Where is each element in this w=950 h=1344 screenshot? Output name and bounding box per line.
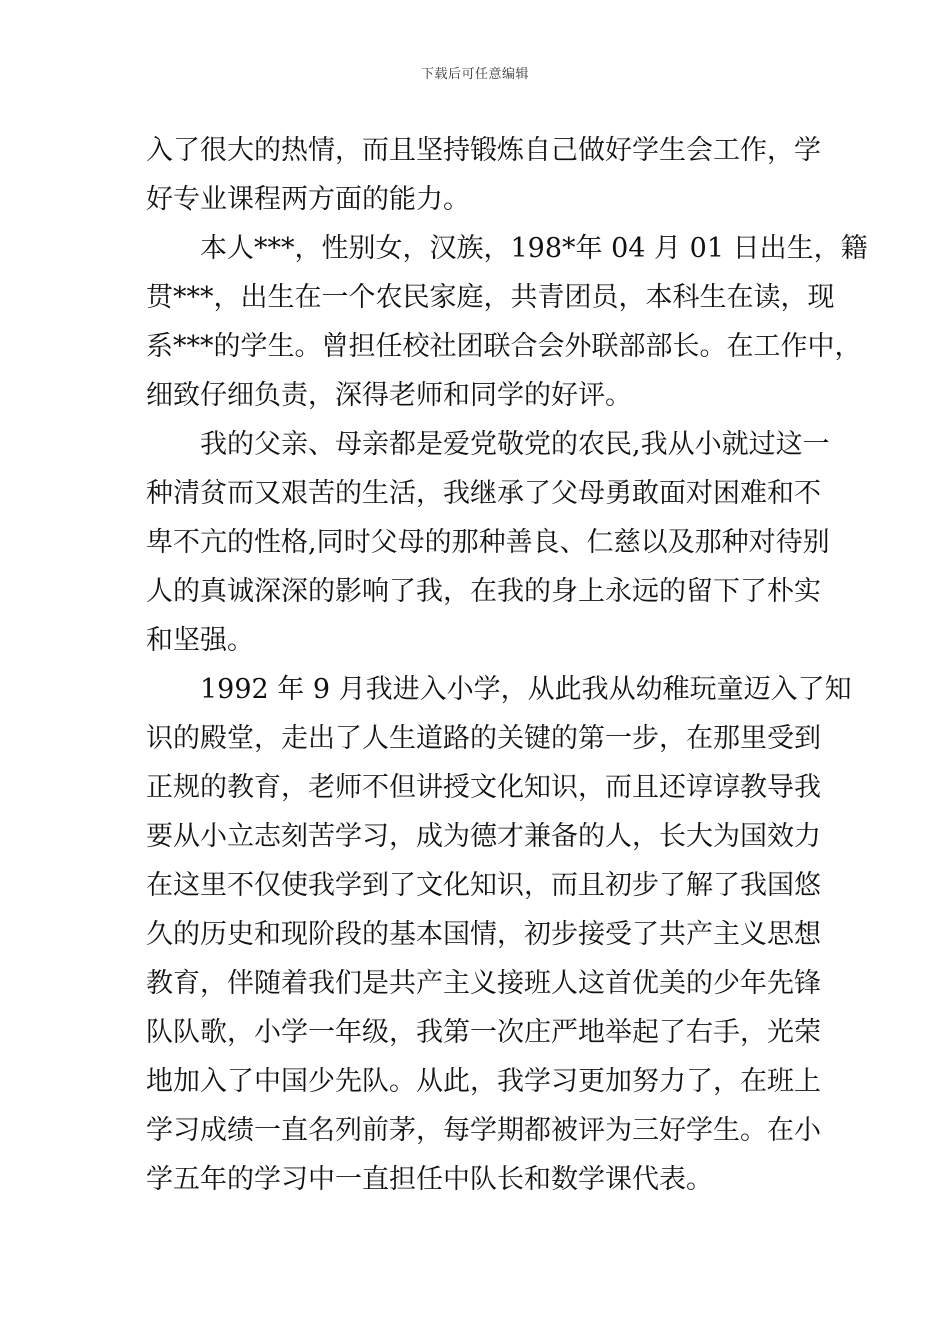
page-header: 下载后可任意编辑 (420, 67, 529, 82)
text-line: 正规的教育，老师不但讲授文化知识，而且还谆谆教导我 (146, 772, 821, 803)
text-line: 系***的学生。曾担任校社团联合会外联部部长。在工作中， (146, 331, 862, 362)
text-line: 卑不亢的性格,同时父母的那种善良、仁慈以及那种对待别 (146, 527, 830, 558)
text-line: 好专业课程两方面的能力。 (146, 184, 470, 215)
text-line: 学习成绩一直名列前茅，每学期都被评为三好学生。在小 (146, 1115, 821, 1146)
text-line: 种清贫而又艰苦的生活，我继承了父母勇敢面对困难和不 (146, 478, 821, 509)
text-line: 久的历史和现阶段的基本国情，初步接受了共产主义思想 (146, 919, 821, 950)
text-line: 本人***，性别女，汉族，198*年 04 月 01 日出生，籍 (200, 233, 868, 264)
text-line: 入了很大的热情，而且坚持锻炼自己做好学生会工作，学 (146, 135, 821, 166)
text-line: 我的父亲、母亲都是爱党敬党的农民,我从小就过这一 (200, 429, 830, 460)
text-line: 教育，伴随着我们是共产主义接班人这首优美的少年先锋 (146, 968, 821, 999)
text-line: 人的真诚深深的影响了我，在我的身上永远的留下了朴实 (146, 576, 821, 607)
text-line: 学五年的学习中一直担任中队长和数学课代表。 (146, 1164, 713, 1195)
paragraph-1 (146, 126, 821, 224)
text-line: 识的殿堂，走出了人生道路的关键的第一步，在那里受到 (146, 723, 821, 754)
text-line: 在这里不仅使我学到了文化知识，而且初步了解了我国悠 (146, 870, 821, 901)
document-body (146, 126, 868, 1204)
paragraph-4 (146, 665, 852, 1204)
paragraph-3 (146, 420, 830, 665)
text-line: 队队歌，小学一年级，我第一次庄严地举起了右手，光荣 (146, 1017, 821, 1048)
text-line: 1992 年 9 月我进入小学，从此我从幼稚玩童迈入了知 (200, 674, 852, 705)
text-line: 细致仔细负责，深得老师和同学的好评。 (146, 380, 632, 411)
text-line: 贯***，出生在一个农民家庭，共青团员，本科生在读，现 (146, 282, 835, 313)
paragraph-2 (146, 224, 868, 420)
text-line: 要从小立志刻苦学习，成为德才兼备的人，长大为国效力 (146, 821, 821, 852)
text-line: 地加入了中国少先队。从此，我学习更加努力了，在班上 (146, 1066, 821, 1097)
text-line: 和坚强。 (146, 625, 254, 656)
